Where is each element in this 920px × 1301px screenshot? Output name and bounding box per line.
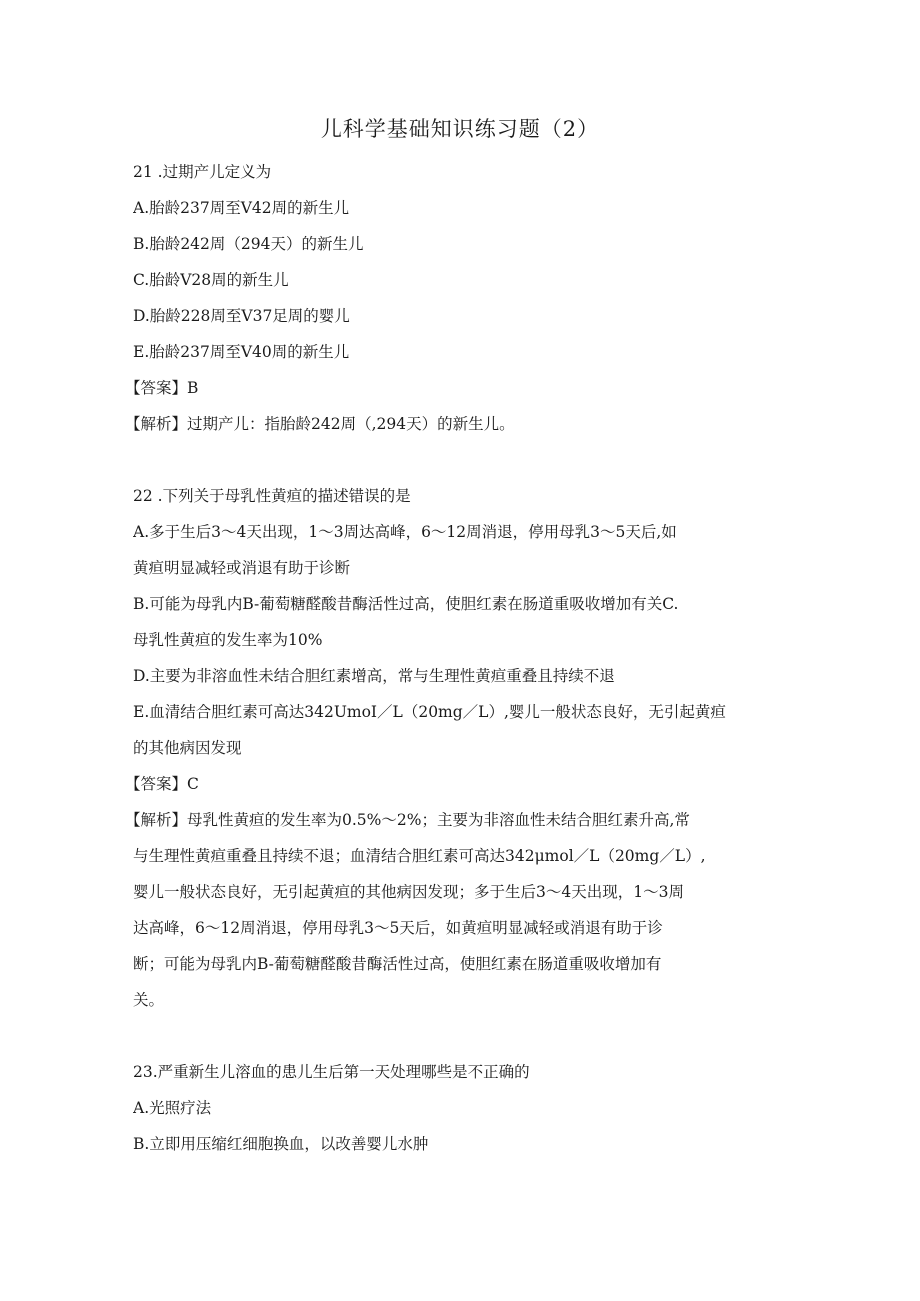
analysis: 【解析】过期产儿：指胎龄242周（,294天）的新生儿。 — [125, 415, 515, 433]
option-d: D.胎龄228周至V37足周的婴儿 — [133, 307, 350, 325]
option-a: A.胎龄237周至V42周的新生儿 — [133, 199, 350, 217]
option-a-line-1: A.多于生后3～4天出现，1～3周达高峰，6～12周消退，停用母乳3～5天后,如 — [133, 523, 677, 541]
analysis-line-3: 婴儿一般状态良好，无引起黄疸的其他病因发现；多于生后3～4天出现，1～3周 — [133, 883, 684, 901]
question-22 — [125, 478, 793, 1018]
question-text: 23.严重新生儿溶血的患儿生后第一天处理哪些是不正确的 — [133, 1063, 530, 1081]
question-text: 22 .下列关于母乳性黄疸的描述错误的是 — [133, 487, 411, 505]
analysis-line-5: 断；可能为母乳内B-葡萄糖醛酸昔酶活性过高，使胆红素在肠道重吸收增加有 — [133, 955, 662, 973]
option-a-line-2: 黄疸明显减轻或消退有助于诊断 — [133, 559, 351, 577]
option-b: B.胎龄242周（294天）的新生儿 — [133, 235, 364, 253]
question-21 — [125, 154, 793, 442]
option-b-c-line-1: B.可能为母乳内B-葡萄糖醛酸昔酶活性过高，使胆红素在肠道重吸收增加有关C. — [133, 595, 679, 613]
answer: 【答案】C — [125, 775, 199, 793]
question-23 — [133, 1054, 793, 1162]
page-title: 儿科学基础知识练习题（2） — [320, 117, 600, 141]
option-e: E.胎龄237周至V40周的新生儿 — [133, 343, 350, 361]
document-body — [125, 154, 793, 1162]
option-c-line-2: 母乳性黄疸的发生率为10% — [133, 631, 323, 649]
option-e-line-2: 的其他病因发现 — [133, 739, 242, 757]
option-e-line-1: E.血清结合胆红素可高达342UmoI／L（20mg／L）,婴儿一般状态良好，无引起黄疸 — [133, 703, 726, 721]
option-b: B.立即用压缩红细胞换血，以改善婴儿水肿 — [133, 1135, 429, 1153]
analysis-line-4: 达高峰，6～12周消退，停用母乳3～5天后，如黄疸明显减轻或消退有助于诊 — [133, 919, 663, 937]
option-c: C.胎龄V28周的新生儿 — [133, 271, 289, 289]
analysis-line-2: 与生理性黄疸重叠且持续不退；血清结合胆红素可高达342μmol／L（20mg／L）, — [133, 847, 706, 865]
analysis-line-6: 关。 — [133, 991, 165, 1009]
spacer — [133, 442, 793, 478]
answer: 【答案】B — [125, 379, 199, 397]
spacer — [133, 1018, 793, 1054]
option-a: A.光照疗法 — [133, 1099, 212, 1117]
question-text: 21 .过期产儿定义为 — [133, 163, 272, 181]
analysis-line-1: 【解析】母乳性黄疸的发生率为0.5%～2%；主要为非溶血性未结合胆红素升高,常 — [125, 811, 690, 829]
option-d: D.主要为非溶血性未结合胆红素增高，常与生理性黄疸重叠且持续不退 — [133, 667, 615, 685]
